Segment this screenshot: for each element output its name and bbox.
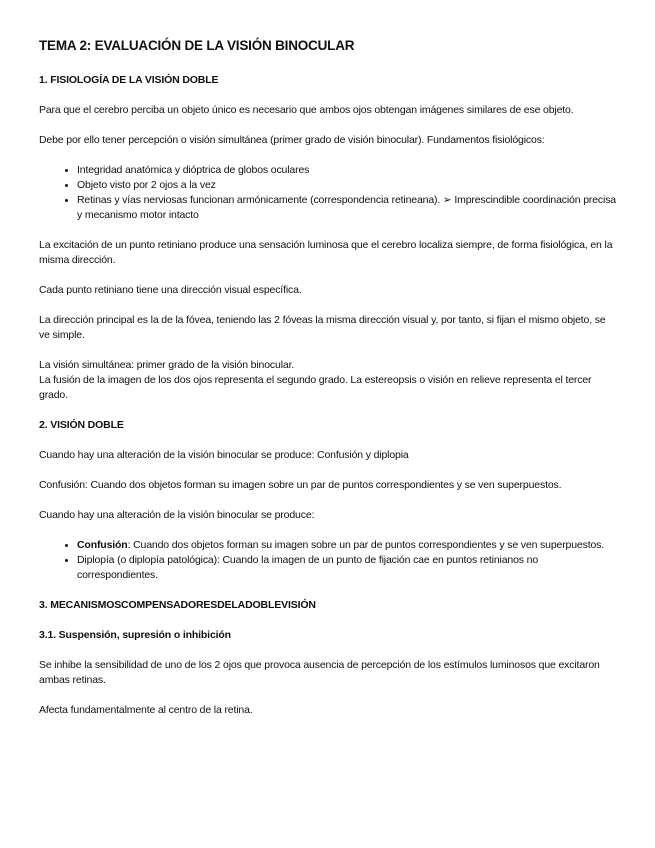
section-3-heading: 3. MECANISMOSCOMPENSADORESDELADOBLEVISIÓN (39, 599, 316, 611)
section-3-paragraph-1: Se inhibe la sensibilidad de uno de los 2 ojos que provoca ausencia de percepción de los estímulos luminosos que excitaron ambas retinas. (39, 659, 600, 686)
section-2-bullet-list (39, 538, 619, 583)
section-1-paragraph-4: Cada punto retiniano tiene una dirección visual específica. (39, 284, 302, 296)
bullet-text: : Cuando dos objetos forman su imagen sobre un par de puntos correspondientes y se ven superpuestos. (127, 539, 605, 551)
list-item: • Integridad anatómica y dióptrica de globos oculares (77, 163, 619, 178)
section-1-paragraph-3: La excitación de un punto retiniano produce una sensación luminosa que el cerebro localiza siempre, de forma fisiológica, en la misma dirección. (39, 239, 613, 266)
section-3-paragraph-2: Afecta fundamentalmente al centro de la retina. (39, 704, 253, 716)
section-2-paragraph-2: Confusión: Cuando dos objetos forman su imagen sobre un par de puntos correspondientes y se ven superpuestos. (39, 479, 562, 491)
section-3-1-subheading: 3.1. Suspensión, supresión o inhibición (39, 629, 231, 641)
section-1-heading: 1. FISIOLOGÍA DE LA VISIÓN DOBLE (39, 74, 219, 86)
section-2-heading: 2. VISIÓN DOBLE (39, 419, 124, 431)
document-body (39, 37, 619, 733)
section-1-paragraph-6a: La visión simultánea: primer grado de la visión binocular. (39, 359, 295, 371)
list-item: • Diplopía (o diplopía patológica): Cuando la imagen de un punto de fijación cae en puntos retinianos no correspondientes. (77, 553, 619, 583)
bullet-term-confusion: Confusión (77, 539, 128, 551)
section-1-bullet-list (39, 163, 619, 223)
section-2-paragraph-1: Cuando hay una alteración de la visión binocular se produce: Confusión y diplopia (39, 449, 409, 461)
list-item (77, 538, 619, 553)
section-1-paragraph-2: Debe por ello tener percepción o visión simultánea (primer grado de visión binocular). Fundamentos fisiológicos: (39, 134, 545, 146)
section-1-paragraph-1: Para que el cerebro perciba un objeto único es necesario que ambos ojos obtengan imágenes similares de ese objeto. (39, 104, 574, 116)
list-item: • Objeto visto por 2 ojos a la vez (77, 178, 619, 193)
list-item: • Retinas y vías nerviosas funcionan armónicamente (correspondencia retineana). ➢ Imprescindible coordinación precisa y mecanismo motor intacto (77, 193, 619, 223)
document-title: TEMA 2: EVALUACIÓN DE LA VISIÓN BINOCULAR (39, 38, 355, 53)
section-1-paragraph-5: La dirección principal es la de la fóvea, teniendo las 2 fóveas la misma dirección visual y, por tanto, si fijan el mismo objeto, se ve simple. (39, 314, 606, 341)
section-2-paragraph-3: Cuando hay una alteración de la visión binocular se produce: (39, 509, 315, 521)
section-1-paragraph-6b: La fusión de la imagen de los dos ojos representa el segundo grado. La estereopsis o visión en relieve representa el tercer grado. (39, 374, 592, 401)
